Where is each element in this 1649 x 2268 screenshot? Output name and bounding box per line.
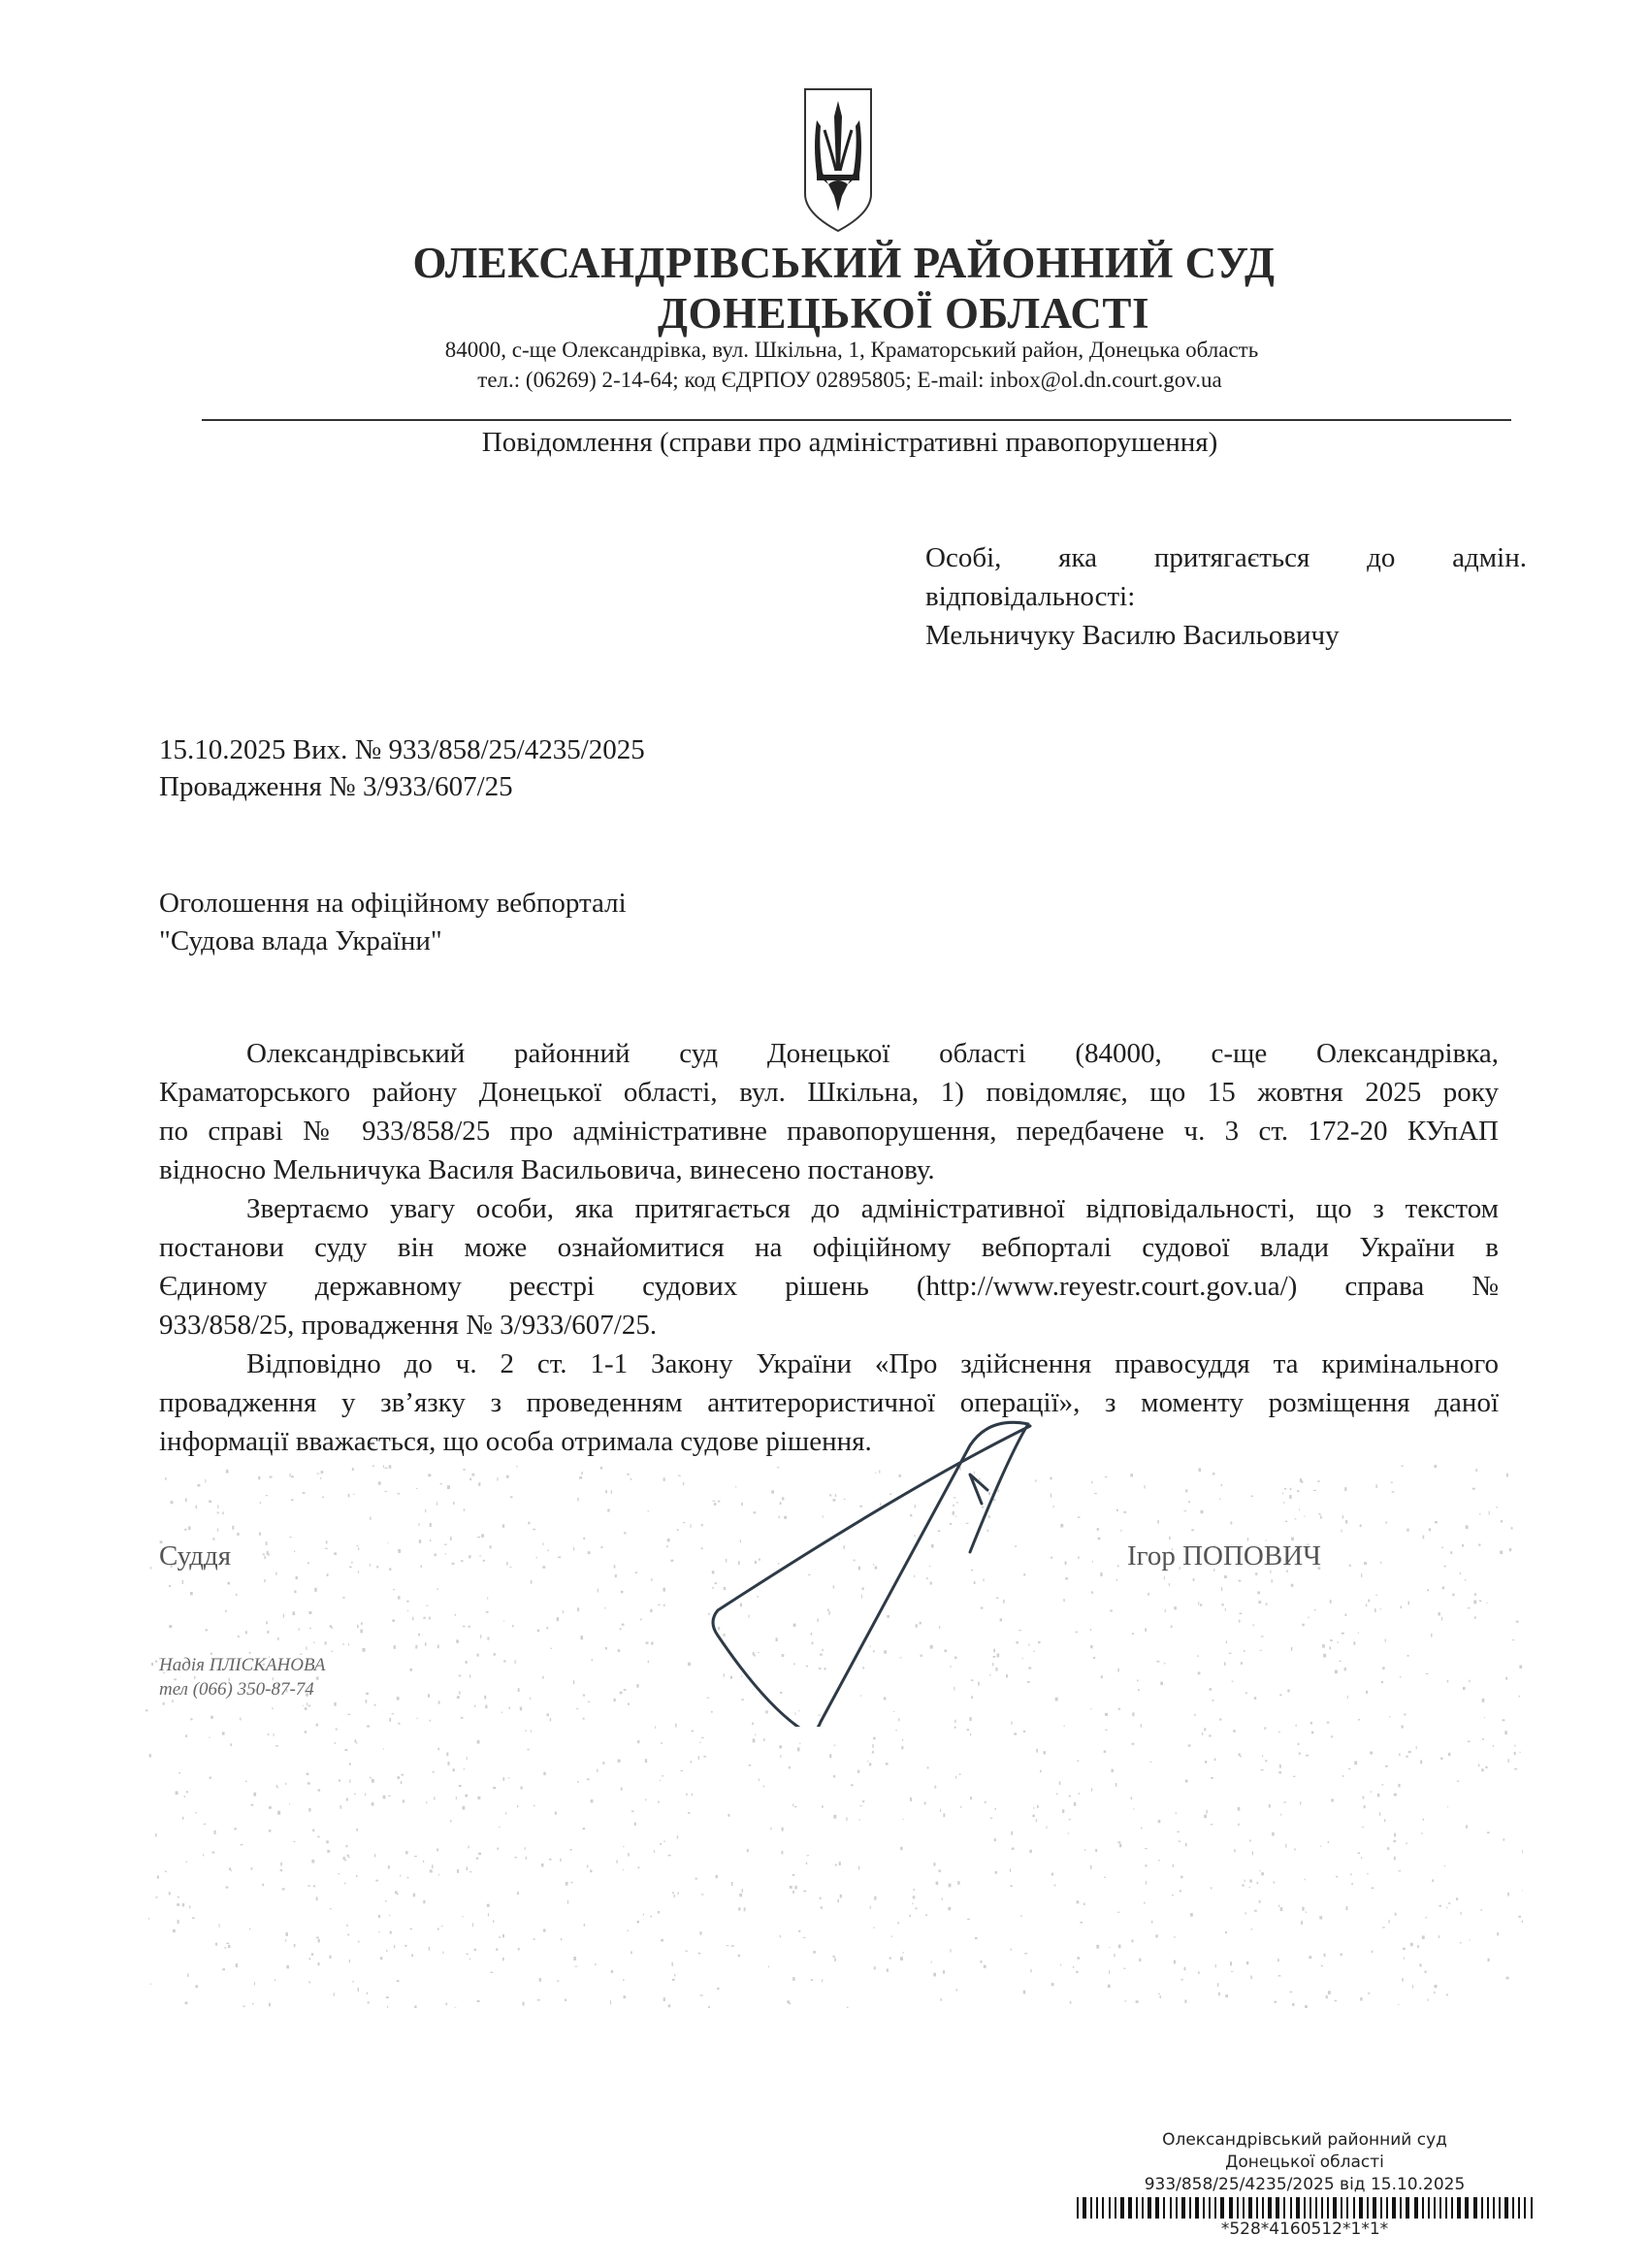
barcode-bar: [1487, 2197, 1489, 2219]
body-line: Відповідно до ч. 2 ст. 1-1 Закону України «Про здійснення правосуддя та кримінального: [246, 1348, 1499, 1379]
executor-name: Надія ПЛІСКАНОВА: [159, 1655, 326, 1675]
recipient-line2: відповідальності:: [925, 581, 1136, 612]
court-address: 84000, с-ще Олександрівка, вул. Шкільна, 1, Краматорський район, Донецька область: [444, 338, 1259, 362]
body-line: Олександрівський районний суд Донецької області (84000, с-ще Олександрівка,: [246, 1038, 1499, 1069]
barcode-bar: [1473, 2197, 1477, 2219]
barcode-bar: [1327, 2197, 1329, 2219]
court-name-line1: ОЛЕКСАНДРІВСЬКИЙ РАЙОННИЙ СУД: [412, 239, 1276, 287]
barcode-bar: [1243, 2197, 1245, 2219]
barcode-bar: [1163, 2197, 1165, 2219]
announcement-line: Оголошення на офіційному вебпорталі: [159, 888, 627, 919]
stamp-region: Донецької області: [1225, 2153, 1384, 2172]
barcode-text: *528*4160512*1*1*: [1220, 2219, 1389, 2239]
barcode-bar: [1445, 2197, 1447, 2219]
executor-phone: тел (066) 350-87-74: [159, 1679, 314, 1700]
barcode-bar: [1148, 2197, 1151, 2219]
header-divider: [202, 419, 1511, 421]
announcement-line: "Судова влада України": [159, 925, 442, 956]
barcode-bar: [1481, 2197, 1483, 2219]
barcode-bar: [1414, 2197, 1418, 2219]
barcode-bar: [1090, 2197, 1092, 2219]
barcode-bar: [1386, 2197, 1388, 2219]
body-line: відносно Мельничука Василя Васильовича, винесено постанову.: [159, 1154, 935, 1185]
body-line: 933/858/25, провадження № 3/933/607/25.: [159, 1310, 658, 1341]
barcode-bar: [1248, 2197, 1252, 2219]
barcode-bar: [1262, 2197, 1264, 2219]
barcode-bar: [1367, 2197, 1369, 2219]
body-line: провадження у зв’язку з проведенням антитерористичної операції», з моменту розміщення даної: [159, 1387, 1499, 1418]
barcode-bar: [1333, 2197, 1337, 2219]
stamp-court: Олександрівський районний суд: [1162, 2130, 1447, 2150]
body-line: Звертаємо увагу особи, яка притягається до адміністративної відповідальності, що з текстом: [246, 1193, 1499, 1224]
barcode-bar: [1531, 2197, 1533, 2219]
word: адмін.: [1452, 542, 1527, 573]
barcode-bar: [1276, 2197, 1279, 2219]
court-contacts: тел.: (06269) 2-14-64; код ЄДРПОУ 02895805; E-mail: inbox@ol.dn.court.gov.ua: [477, 368, 1222, 392]
barcode-bar: [1115, 2197, 1116, 2219]
barcode-bar: [1504, 2197, 1508, 2219]
barcode-bar: [1315, 2197, 1317, 2219]
barcode-bar: [1439, 2197, 1441, 2219]
barcode: [1077, 2197, 1533, 2219]
barcode-bar: [1310, 2197, 1311, 2219]
outgoing-number: 15.10.2025 Вих. № 933/858/25/4235/2025: [159, 734, 645, 765]
recipient-block: [925, 538, 1527, 655]
barcode-bar: [1220, 2197, 1224, 2219]
handwritten-signature: [679, 1397, 1086, 1727]
barcode-bar: [1109, 2197, 1111, 2219]
barcode-bar: [1268, 2197, 1272, 2219]
barcode-bar: [1518, 2197, 1520, 2219]
document-subtitle: Повідомлення (справи про адміністративні правопорушення): [481, 427, 1218, 458]
barcode-bar: [1321, 2197, 1323, 2219]
court-name-line2: ДОНЕЦЬКОЇ ОБЛАСТІ: [658, 289, 1149, 338]
barcode-bar: [1499, 2197, 1501, 2219]
barcode-bar: [1512, 2197, 1514, 2219]
barcode-bar: [1406, 2197, 1409, 2219]
recipient-name: Мельничуку Василю Васильовичу: [925, 620, 1340, 651]
barcode-bar: [1083, 2197, 1086, 2219]
proceeding-number: Провадження № 3/933/607/25: [159, 771, 513, 802]
judge-label: Суддя: [159, 1540, 232, 1571]
barcode-bar: [1359, 2197, 1363, 2219]
judge-name: Ігор ПОПОВИЧ: [1127, 1540, 1321, 1571]
barcode-bar: [1203, 2197, 1205, 2219]
barcode-bar: [1465, 2197, 1469, 2219]
barcode-bar: [1373, 2197, 1376, 2219]
barcode-bar: [1102, 2197, 1104, 2219]
barcode-bar: [1229, 2197, 1233, 2219]
word: притягається: [1153, 542, 1310, 573]
body-line: постанови суду він може ознайомитися на офіційному вебпорталі судової влади України в: [159, 1232, 1499, 1263]
barcode-bar: [1353, 2197, 1355, 2219]
barcode-bar: [1136, 2197, 1138, 2219]
barcode-bar: [1392, 2197, 1396, 2219]
reference-block: [159, 731, 645, 805]
barcode-bar: [1128, 2197, 1132, 2219]
barcode-bar: [1256, 2197, 1258, 2219]
barcode-bar: [1283, 2197, 1285, 2219]
barcode-bar: [1170, 2197, 1172, 2219]
barcode-bar: [1077, 2197, 1079, 2219]
barcode-bar: [1214, 2197, 1216, 2219]
barcode-bar: [1457, 2197, 1461, 2219]
word: яка: [1058, 542, 1098, 573]
registration-stamp: [1077, 2129, 1533, 2241]
barcode-bar: [1181, 2197, 1185, 2219]
recipient-line1: [925, 538, 1527, 577]
barcode-bar: [1209, 2197, 1211, 2219]
stamp-registration: 933/858/25/4235/2025 від 15.10.2025: [1144, 2175, 1466, 2194]
barcode-bar: [1296, 2197, 1300, 2219]
body-line: Єдиному державному реєстрі судових рішень (http://www.reyestr.court.gov.ua/) справа №: [159, 1271, 1499, 1302]
barcode-bar: [1493, 2197, 1495, 2219]
word: Особі,: [925, 542, 1002, 573]
word: до: [1367, 542, 1396, 573]
barcode-bar: [1155, 2197, 1159, 2219]
barcode-bar: [1096, 2197, 1098, 2219]
barcode-bar: [1380, 2197, 1382, 2219]
barcode-bar: [1434, 2197, 1436, 2219]
barcode-bar: [1428, 2197, 1430, 2219]
announcement-heading: [159, 885, 627, 960]
barcode-bar: [1341, 2197, 1342, 2219]
body-line: Краматорського району Донецької області, вул. Шкільна, 1) повідомляє, що 15 жовтня 2025 року: [159, 1077, 1499, 1108]
barcode-bar: [1400, 2197, 1402, 2219]
barcode-bar: [1142, 2197, 1144, 2219]
barcode-bar: [1290, 2197, 1292, 2219]
barcode-bar: [1237, 2197, 1239, 2219]
body-line: інформації вважається, що особа отримала судове рішення.: [159, 1426, 872, 1457]
barcode-bar: [1189, 2197, 1191, 2219]
barcode-bar: [1346, 2197, 1348, 2219]
barcode-bar: [1176, 2197, 1178, 2219]
barcode-bar: [1120, 2197, 1124, 2219]
body-line: по справі № 933/858/25 про адміністративне правопорушення, передбачене ч. 3 ст. 172-20 КУпАП: [159, 1116, 1499, 1147]
barcode-bar: [1195, 2197, 1199, 2219]
barcode-bar: [1422, 2197, 1424, 2219]
barcode-bar: [1524, 2197, 1526, 2219]
trident-emblem-icon: [803, 87, 873, 233]
barcode-bar: [1304, 2197, 1306, 2219]
barcode-bar: [1451, 2197, 1453, 2219]
